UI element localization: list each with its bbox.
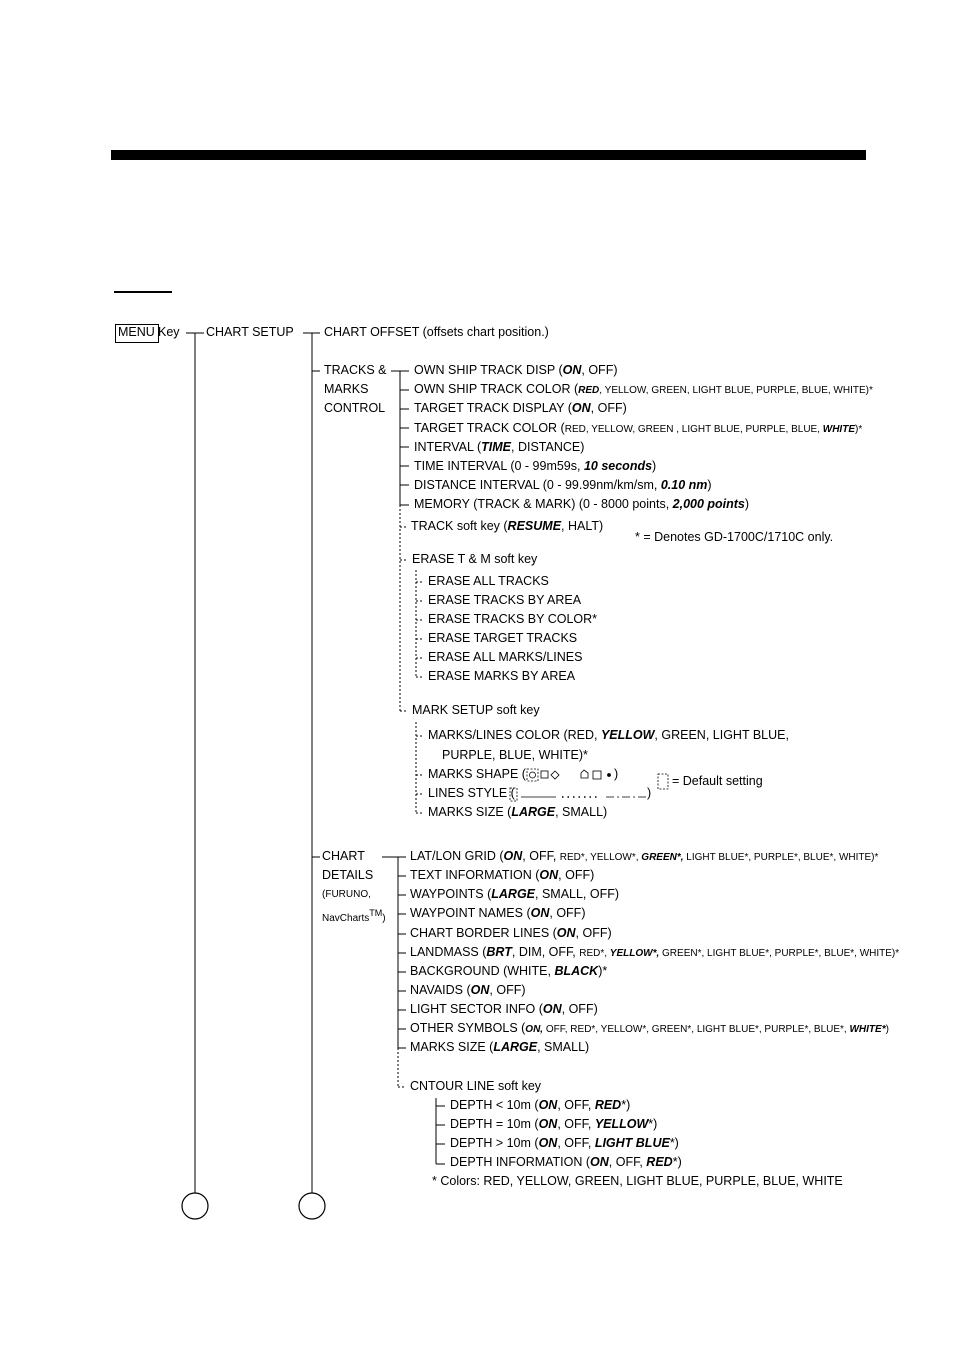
chart-border-lines: CHART BORDER LINES (ON, OFF)	[410, 926, 612, 940]
chart-details-line4: NavCharts™)	[322, 908, 386, 925]
erase-item: ERASE TRACKS BY COLOR*	[428, 612, 598, 626]
own-track-disp: OWN SHIP TRACK DISP (ON, OFF)	[414, 363, 618, 377]
lines-style-icons	[510, 788, 646, 801]
circle-connector-a	[182, 1193, 208, 1219]
chart-details-line1: CHART	[322, 849, 365, 863]
denotes-note: * = Denotes GD-1700C/1710C only.	[635, 530, 834, 544]
tracks-group-line2: MARKS	[324, 382, 369, 396]
tracks-group-line3: CONTROL	[324, 401, 386, 415]
chart-marks-size: MARKS SIZE (LARGE, SMALL)	[410, 1040, 590, 1054]
erase-item: ERASE TARGET TRACKS	[428, 631, 578, 645]
text-information: TEXT INFORMATION (ON, OFF)	[410, 868, 595, 882]
chart-setup-label: CHART SETUP	[206, 325, 294, 339]
target-track-display: TARGET TRACK DISPLAY (ON, OFF)	[414, 401, 627, 415]
marks-shape-icons	[527, 769, 611, 781]
own-track-color: OWN SHIP TRACK COLOR (RED, YELLOW, GREEN, LIGHT BLUE, PURPLE, BLUE, WHITE)*	[414, 382, 873, 396]
memory: MEMORY (TRACK & MARK) (0 - 8000 points, 2,000 points)	[414, 497, 750, 511]
erase-item: ERASE ALL TRACKS	[428, 574, 549, 588]
erase-soft-key: ERASE T & M soft key	[412, 552, 538, 566]
chart-details-line2: DETAILS	[322, 868, 374, 882]
depth-eq-10m: DEPTH = 10m (ON, OFF, YELLOW*)	[450, 1117, 658, 1131]
chart-offset-label: CHART OFFSET (offsets chart position.)	[324, 325, 549, 339]
key-label: Key	[158, 325, 180, 339]
marks-lines-color-cont: PURPLE, BLUE, WHITE)*	[442, 748, 588, 762]
marks-shape-open: MARKS SHAPE (	[428, 767, 526, 781]
distance-interval: DISTANCE INTERVAL (0 - 99.99nm/km/sm, 0.10 nm)	[414, 478, 712, 492]
waypoint-names: WAYPOINT NAMES (ON, OFF)	[410, 906, 586, 920]
erase-item: ERASE MARKS BY AREA	[428, 669, 576, 683]
depth-gt-10m: DEPTH > 10m (ON, OFF, LIGHT BLUE*)	[450, 1136, 679, 1150]
depth-information: DEPTH INFORMATION (ON, OFF, RED*)	[450, 1155, 682, 1169]
erase-item: ERASE TRACKS BY AREA	[428, 593, 582, 607]
default-setting-legend: = Default setting	[672, 774, 763, 788]
other-symbols: OTHER SYMBOLS (ON, OFF, RED*, YELLOW*, GREEN*, LIGHT BLUE*, PURPLE*, BLUE*, WHITE*)	[410, 1021, 889, 1035]
chart-details-line3: (FURUNO,	[322, 889, 371, 900]
marks-size: MARKS SIZE (LARGE, SMALL)	[428, 805, 608, 819]
lines-style-open: LINES STYLE (	[428, 786, 515, 800]
waypoints: WAYPOINTS (LARGE, SMALL, OFF)	[410, 887, 620, 901]
tracks-group-line1: TRACKS &	[324, 363, 387, 377]
colors-note: * Colors: RED, YELLOW, GREEN, LIGHT BLUE, PURPLE, BLUE, WHITE	[432, 1174, 843, 1188]
cntour-soft-key: CNTOUR LINE soft key	[410, 1079, 542, 1093]
mark-setup-soft-key: MARK SETUP soft key	[412, 703, 540, 717]
depth-lt-10m: DEPTH < 10m (ON, OFF, RED*)	[450, 1098, 631, 1112]
circle-connector-b	[299, 1193, 325, 1219]
marks-lines-color: MARKS/LINES COLOR (RED, YELLOW, GREEN, LIGHT BLUE,	[428, 728, 789, 742]
interval: INTERVAL (TIME, DISTANCE)	[414, 440, 585, 454]
navaids: NAVAIDS (ON, OFF)	[410, 983, 526, 997]
time-interval: TIME INTERVAL (0 - 99m59s, 10 seconds)	[414, 459, 657, 473]
menu-key-label: MENU	[118, 325, 155, 339]
track-soft-key: TRACK soft key (RESUME, HALT)	[411, 519, 604, 533]
latlon-grid: LAT/LON GRID (ON, OFF, RED*, YELLOW*, GREEN*, LIGHT BLUE*, PURPLE*, BLUE*, WHITE)*	[410, 849, 879, 863]
default-setting-box-icon	[658, 774, 668, 789]
marks-shape-close: )	[614, 767, 619, 781]
light-sector-info: LIGHT SECTOR INFO (ON, OFF)	[410, 1002, 598, 1016]
erase-item: ERASE ALL MARKS/LINES	[428, 650, 583, 664]
landmass: LANDMASS (BRT, DIM, OFF, RED*, YELLOW*, GREEN*, LIGHT BLUE*, PURPLE*, BLUE*, WHITE)*	[410, 945, 900, 959]
background: BACKGROUND (WHITE, BLACK)*	[410, 964, 608, 978]
lines-style-close: )	[647, 786, 652, 800]
target-track-color: TARGET TRACK COLOR (RED, YELLOW, GREEN , LIGHT BLUE, PURPLE, BLUE, WHITE)*	[414, 421, 863, 435]
